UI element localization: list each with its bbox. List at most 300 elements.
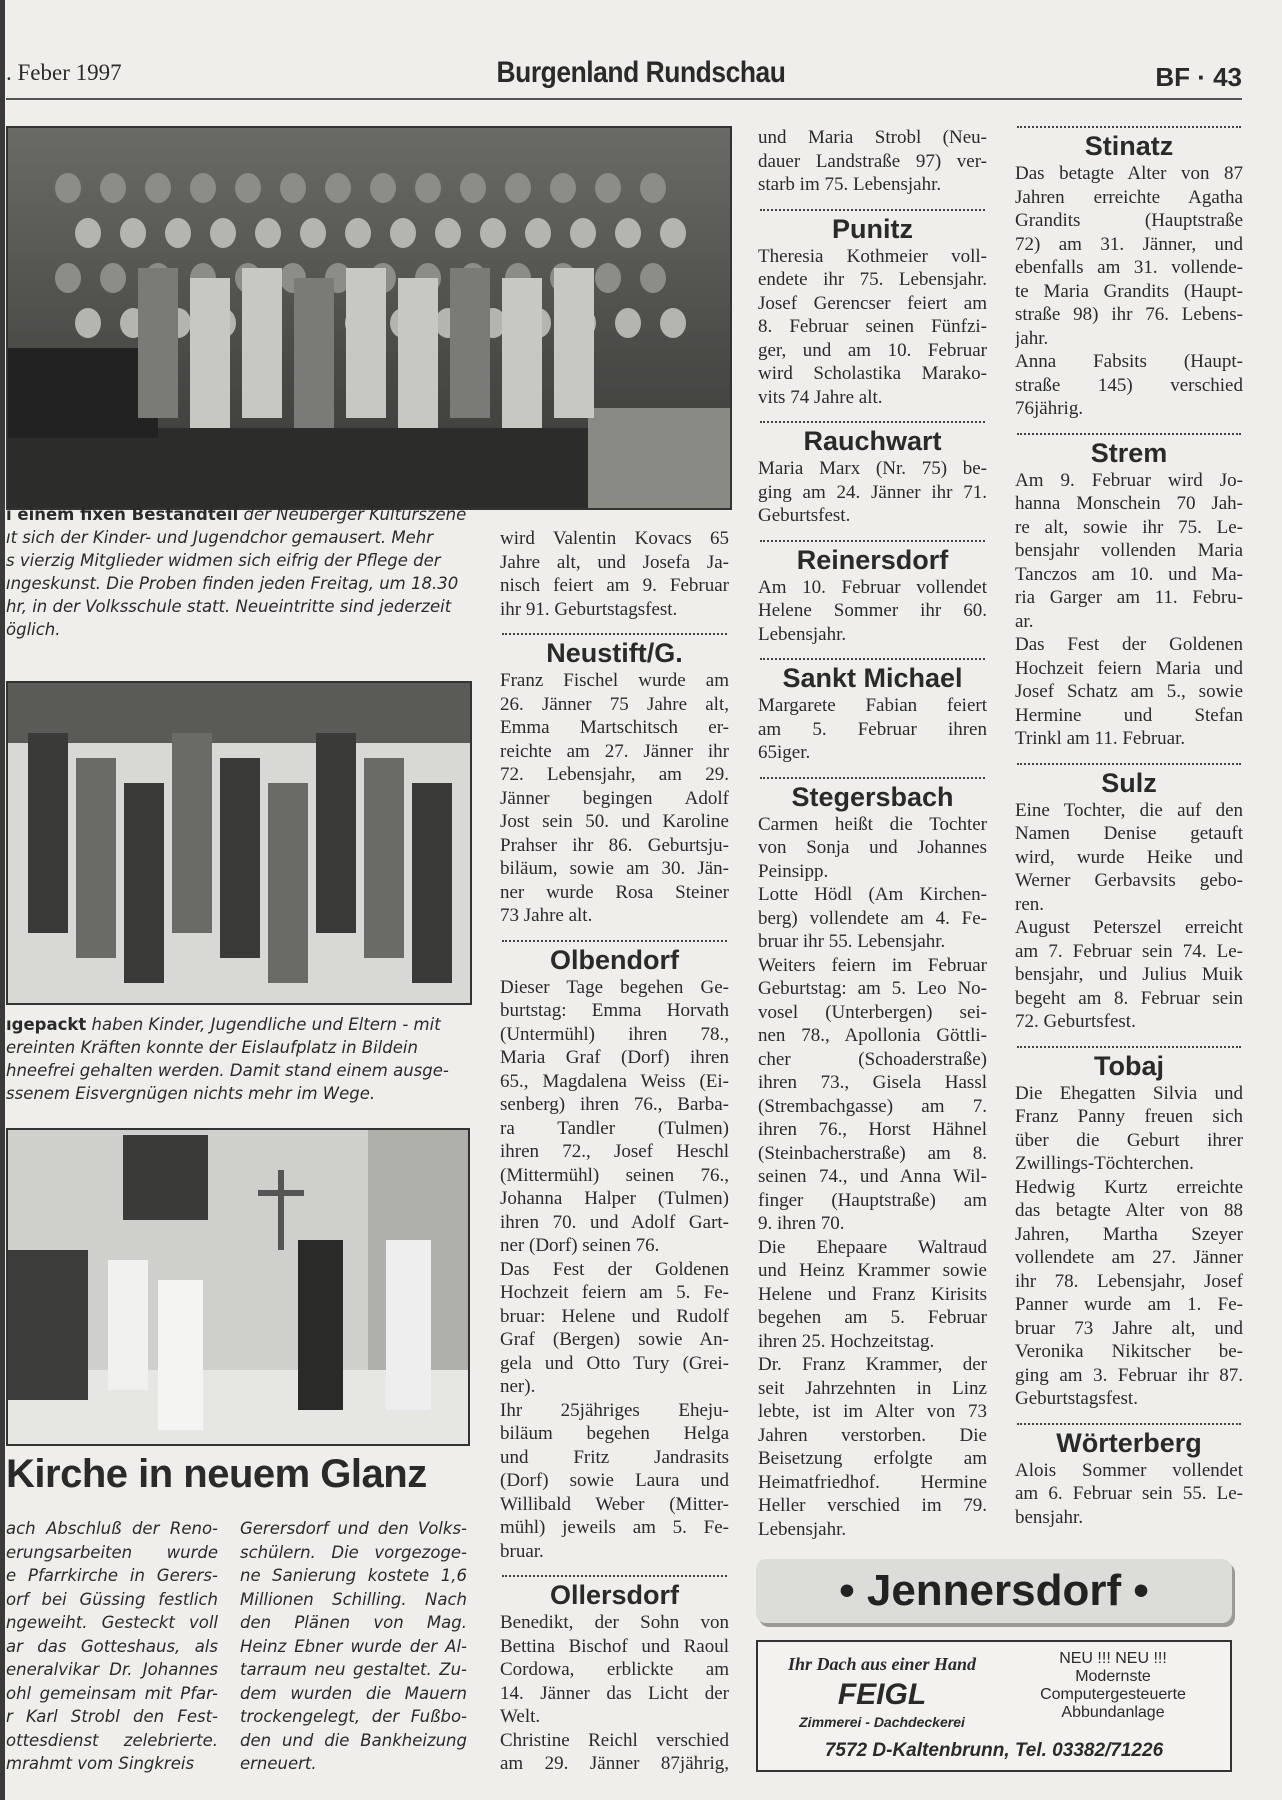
text-line: 72. Lebensjahr, am 29.	[500, 764, 729, 785]
text-line: straße 98) ihr 76. Lebens-	[1015, 304, 1243, 325]
text-line: Helene und Franz Kirisits	[758, 1283, 987, 1305]
article-line: erneuert.	[240, 1754, 317, 1773]
article-line: dem wurden die Mauern	[240, 1683, 467, 1703]
text-line: Jahren, Martha Szeyer	[1015, 1223, 1243, 1245]
photo-figure	[220, 758, 260, 958]
ad-slogan: Ihr Dach aus einer Hand	[787, 1654, 977, 1674]
article-line: erungsarbeiten wurde	[6, 1542, 218, 1562]
text-line: Anna Fabsits (Haupt-	[1015, 351, 1243, 372]
text-line: ren.	[1015, 893, 1045, 915]
text-line: 76jährig.	[1015, 398, 1084, 419]
news-section	[1015, 751, 1243, 1034]
text-line: am 7. Februar sein 74. Le-	[1015, 940, 1243, 962]
section-banner-jennersdorf: • Jennersdorf •	[756, 1559, 1232, 1623]
news-section	[1015, 1411, 1243, 1530]
news-section	[1015, 114, 1243, 421]
photo-figure	[502, 278, 542, 428]
photo-figure	[615, 308, 641, 338]
ad-offer-line: Abbundanlage	[1061, 1704, 1165, 1721]
text-line: Heimatfriedhof. Hermine	[758, 1471, 987, 1493]
photo-figure	[124, 783, 164, 983]
text-line: wird Valentin Kovacs 65	[500, 528, 729, 549]
text-line: ihr 91. Geburtstagsfest.	[500, 598, 678, 620]
text-line: Ihr 25jähriges Eheju-	[500, 1399, 729, 1421]
dotted-separator	[1017, 114, 1241, 128]
text-line: begeht am 8. Februar sein	[1015, 987, 1243, 1009]
photo-figure	[100, 173, 126, 203]
text-line: und Maria Strobl (Neu-	[758, 127, 987, 148]
text-line: ihren 73., Gisela Hassl	[758, 1072, 987, 1093]
dotted-separator	[1017, 751, 1241, 765]
text-line: Dr. Franz Krammer, der	[758, 1354, 987, 1375]
column-3	[758, 126, 987, 1541]
text-line: Das Fest der Goldenen	[500, 1258, 729, 1280]
text-line: Josef Schatz am 5., sowie	[1015, 681, 1243, 702]
photo-figure	[120, 218, 146, 248]
news-section	[500, 1563, 729, 1776]
photo-figure	[450, 268, 490, 418]
page-edge	[0, 0, 5, 1800]
photo-figure	[345, 218, 371, 248]
text-line: ihren 72., Josef Heschl	[500, 1141, 729, 1162]
photo-figure	[480, 218, 506, 248]
article-line: ach Abschluß der Reno-	[6, 1519, 218, 1538]
text-line: ihren 25. Hochzeitstag.	[758, 1330, 935, 1352]
text-line: Tanczos am 10. und Ma-	[1015, 563, 1243, 585]
article-line: ar das Gotteshaus, als	[6, 1636, 218, 1656]
text-line: am 29. Jänner 87jährig,	[500, 1753, 729, 1774]
text-line: Panner wurde am 1. Fe-	[1015, 1294, 1243, 1315]
article-line: Millionen Schilling. Nach	[240, 1589, 467, 1609]
section-heading: Punitz	[832, 213, 913, 244]
photo-figure	[415, 173, 441, 203]
photo-church-consecration	[6, 1128, 470, 1446]
text-line: vosel (Unterbergen) sei-	[758, 1001, 987, 1023]
photo-figure	[435, 218, 461, 248]
text-line: finger (Hauptstraße) am	[758, 1189, 987, 1211]
section-heading: Wörterberg	[1056, 1427, 1202, 1458]
text-line: gela und Otto Tury (Grei-	[500, 1352, 729, 1374]
text-line: Geburtsfest.	[758, 505, 851, 526]
caption-lead: ı einem fixen Bestandteil	[6, 505, 239, 524]
photo-figure	[55, 173, 81, 203]
ad-offer-line: NEU !!! NEU !!!	[1059, 1650, 1167, 1667]
news-section	[758, 197, 987, 410]
text-line: bruar: Helene und Rudolf	[500, 1305, 729, 1327]
text-line: Weiters feiern im Februar	[758, 954, 987, 976]
photo-figure	[660, 218, 686, 248]
dotted-separator	[502, 1563, 727, 1577]
text-line: ihr 78. Lebensjahr, Josef	[1015, 1270, 1243, 1292]
text-line: vollendete am 27. Jänner	[1015, 1247, 1243, 1268]
ad-offer-line: Computergesteuerte	[1040, 1686, 1186, 1703]
text-line: Hochzeit feiern am 5. Fe-	[500, 1282, 729, 1303]
issue-date: . Feber 1997	[6, 60, 122, 85]
section-heading: Olbendorf	[550, 944, 679, 975]
section-heading: Tobaj	[1094, 1050, 1164, 1081]
text-line: dauer Landstraße 97) ver-	[758, 150, 987, 172]
caption-text: der Neuberger Kulturszene	[238, 505, 467, 524]
text-line: ger, und am 10. Februar	[758, 339, 987, 361]
text-line: (Mittermühl) seinen 76.,	[500, 1164, 729, 1186]
photo-figure	[242, 268, 282, 418]
text-line: straße 145) verschied	[1015, 374, 1243, 396]
photo-figure	[172, 733, 212, 933]
text-line: ner wurde Rosa Steiner	[500, 881, 729, 903]
photo-figure	[505, 173, 531, 203]
dotted-separator	[1017, 1034, 1241, 1048]
caption-text: haben Kinder, Jugendliche und Eltern - mit	[86, 1015, 441, 1034]
photo-figure	[398, 278, 438, 428]
text-line: Graf (Bergen) sowie An-	[500, 1329, 729, 1350]
dotted-separator	[760, 197, 985, 211]
text-line: Das betagte Alter von 87	[1015, 163, 1243, 184]
page-number: BF · 43	[1155, 62, 1242, 92]
news-section	[1015, 1034, 1243, 1411]
text-line: 72. Geburtsfest.	[1015, 1011, 1136, 1032]
dotted-separator	[760, 409, 985, 423]
header-rule	[6, 98, 1242, 100]
photo-childrens-choir	[6, 126, 732, 510]
article-line: schülern. Die vorgezoge-	[240, 1542, 467, 1562]
photo-figure	[570, 218, 596, 248]
photo-figure	[595, 173, 621, 203]
text-line: Maria Graf (Dorf) ihren	[500, 1047, 729, 1068]
section-heading: Neustift/G.	[546, 638, 683, 668]
article-line: Gerersdorf und den Volks-	[240, 1519, 467, 1538]
article-headline: Kirche in neuem Glanz	[6, 1452, 427, 1496]
text-line: Franz Fischel wurde am	[500, 670, 729, 691]
article-line: ottesdienst zelebrierte.	[6, 1730, 218, 1750]
text-line: bruar ihr 55. Lebensjahr.	[758, 931, 946, 952]
text-line: das betagte Alter von 88	[1015, 1200, 1243, 1221]
advertisement-feigl	[756, 1640, 1232, 1772]
news-section	[500, 621, 729, 928]
photo-figure	[615, 218, 641, 248]
text-line: Trinkl am 11. Februar.	[1015, 728, 1186, 749]
text-line: (Dorf) sowie Laura und	[500, 1470, 729, 1491]
text-line: cher (Schoaderstraße)	[758, 1048, 987, 1070]
photo-figure	[390, 218, 416, 248]
text-line: bensjahr.	[1015, 1506, 1084, 1528]
photo-figure	[554, 268, 594, 418]
text-line: Helene Sommer ihr 60.	[758, 600, 987, 621]
article-line: tarraum neu gestaltet. Zu-	[240, 1660, 467, 1679]
caption-line: hneefrei gehalten werden. Damit stand einem ausge-	[6, 1061, 449, 1080]
text-line: nen 78., Apollonia Göttli-	[758, 1025, 987, 1046]
section-heading: Stinatz	[1084, 131, 1174, 161]
photo-figure	[28, 733, 68, 933]
text-line: (Untermühl) ihren 78.,	[500, 1023, 729, 1045]
text-line: August Peterszel erreicht	[1015, 917, 1243, 938]
text-line: reichte am 27. Jänner ihr	[500, 740, 729, 762]
text-line: ar.	[1015, 610, 1034, 632]
text-line: te Maria Grandits (Haupt-	[1015, 280, 1243, 302]
text-line: Lebensjahr.	[758, 623, 847, 645]
text-line: Die Ehepaare Waltraud	[758, 1236, 987, 1258]
column-4	[1015, 114, 1243, 1529]
photo-figure	[346, 268, 386, 418]
text-line: biläum begehen Helga	[500, 1423, 729, 1444]
text-line: Lotte Hödl (Am Kirchen-	[758, 884, 987, 905]
text-line: Franz Panny freuen sich	[1015, 1106, 1243, 1127]
text-line: Eine Tochter, die auf den	[1015, 799, 1243, 821]
photo-figure	[525, 218, 551, 248]
text-line: Hedwig Kurtz erreichte	[1015, 1176, 1243, 1198]
photo-figure	[75, 218, 101, 248]
text-line: Carmen heißt die Tochter	[758, 813, 987, 835]
text-line: Maria Marx (Nr. 75) be-	[758, 458, 987, 479]
text-line: Jahren erreichte Agatha	[1015, 186, 1243, 208]
section-heading: Sankt Michael	[782, 663, 963, 693]
text-line: Christine Reichl verschied	[500, 1729, 729, 1751]
photo-figure	[268, 783, 308, 983]
photo-figure	[460, 173, 486, 203]
text-line: bensjahr, und Julius Muik	[1015, 964, 1243, 985]
article-line: Heinz Ebner wurde der Al-	[240, 1636, 467, 1656]
caption-lead: ıgepackt	[6, 1015, 87, 1034]
section-heading: Ollersdorf	[549, 1580, 680, 1610]
text-line: ging am 24. Jänner ihr 71.	[758, 481, 987, 503]
text-line: (Steinbacherstraße) am 8.	[758, 1142, 987, 1164]
ad-brand: FEIGL	[837, 1678, 927, 1711]
text-line: Willibald Weber (Mitter-	[500, 1493, 729, 1515]
news-section	[1015, 421, 1243, 751]
photo-figure	[235, 173, 261, 203]
dotted-separator	[502, 621, 727, 635]
caption-line: s vierzig Mitglieder widmen sich eifrig der Pflege der	[6, 551, 441, 570]
caption-line: ereinten Kräften konnte der Eislaufplatz in Bildein	[6, 1038, 418, 1057]
text-line: ihren 70. und Adolf Gart-	[500, 1211, 729, 1233]
section-heading: Strem	[1090, 437, 1168, 468]
photo-figure	[640, 173, 666, 203]
text-line: am 6. Februar sein 55. Le-	[1015, 1483, 1243, 1504]
text-line: Zwillings-Töchterchen.	[1015, 1153, 1194, 1174]
photo-figure	[640, 263, 666, 293]
text-line: am 5. Februar ihren	[758, 718, 987, 740]
text-line: mühl) jeweils am 5. Fe-	[500, 1517, 729, 1538]
ad-offer-line: Modernste	[1075, 1668, 1151, 1685]
text-line: senberg) ihren 76., Barba-	[500, 1094, 729, 1115]
text-line: Heller verschied im 79.	[758, 1495, 987, 1516]
photo-figure	[145, 173, 171, 203]
text-line: endete ihr 75. Lebensjahr.	[758, 269, 987, 290]
text-line: Das Fest der Goldenen	[1015, 634, 1243, 655]
article-line: ne Sanierung kostete 1,6	[240, 1566, 467, 1585]
text-line: ria Garger am 11. Febru-	[1015, 587, 1243, 608]
ad-offer	[1008, 1650, 1218, 1722]
caption-line: öglich.	[6, 620, 61, 639]
text-line: seinen 74., und Anna Wil-	[758, 1166, 987, 1187]
text-line: 65iger.	[758, 742, 811, 763]
text-line: lebte, ist im Alter von 73	[758, 1401, 987, 1422]
text-line: Die Ehegatten Silvia und	[1015, 1082, 1243, 1104]
ad-address: 7572 D-Kaltenbrunn, Tel. 03382/71226	[824, 1740, 1164, 1761]
caption-line: hr, in der Volksschule statt. Neueintritte sind jederzeit	[6, 597, 452, 616]
text-line: bensjahr vollenden Maria	[1015, 540, 1243, 561]
text-line: über die Geburt ihrer	[1015, 1129, 1243, 1151]
text-line: Welt.	[500, 1706, 541, 1727]
photo-figure	[75, 308, 101, 338]
news-section	[758, 528, 987, 647]
text-line: Jänner begingen Adolf	[500, 787, 729, 809]
news-section	[758, 126, 987, 197]
text-line: Hermine und Stefan	[1015, 704, 1243, 726]
photo-figure	[210, 218, 236, 248]
news-section	[500, 527, 729, 621]
text-line: nisch feiert am 9. Februar	[500, 575, 729, 596]
text-line: ner).	[500, 1376, 536, 1397]
text-line: 73 Jahre alt.	[500, 905, 593, 926]
article-column	[240, 1517, 467, 1776]
photo-figure	[595, 263, 621, 293]
section-heading: Stegersbach	[791, 781, 954, 812]
photo-figure	[190, 278, 230, 428]
photo-figure	[255, 218, 281, 248]
photo-figure	[550, 173, 576, 203]
photo-figure	[76, 758, 116, 958]
photo-figure	[138, 268, 178, 418]
photo-figure	[190, 173, 216, 203]
photo-figure	[294, 278, 334, 428]
text-line: und Fritz Jandrasits	[500, 1446, 729, 1468]
caption-line: ıngeskunst. Die Proben finden jeden Freitag, um 18.30	[6, 574, 459, 593]
text-line: seit Jahrzehnten in Linz	[758, 1377, 987, 1399]
text-line: Geburtstag: am 5. Leo No-	[758, 978, 987, 999]
dotted-separator	[502, 928, 727, 942]
text-line: 26. Jänner 75 Jahre alt,	[500, 693, 729, 715]
text-line: Cordowa, erblickte am	[500, 1659, 729, 1680]
newspaper-title: Burgenland Rundschau	[496, 56, 786, 89]
article-line: den Plänen von Mag.	[240, 1613, 467, 1632]
text-line: ihren 76., Horst Hähnel	[758, 1119, 987, 1140]
text-line: Namen Denise getauft	[1015, 823, 1243, 844]
text-line: Jahre alt, und Josefa Ja-	[500, 551, 729, 573]
text-line: Bettina Bischof und Raoul	[500, 1635, 729, 1657]
dotted-separator	[760, 765, 985, 779]
text-line: Theresia Kothmeier voll-	[758, 245, 987, 267]
caption-line: ıt sich der Kinder- und Jugendchor gemausert. Mehr	[6, 528, 434, 547]
text-line: 9. ihren 70.	[758, 1213, 845, 1234]
article-line: den und die Bankheizung	[240, 1730, 467, 1750]
text-line: biläum, sowie am 30. Jän-	[500, 858, 729, 879]
text-line: wird Scholastika Marako-	[758, 363, 987, 384]
article-column	[6, 1517, 218, 1776]
text-line: Emma Martschitsch er-	[500, 717, 729, 738]
photo-figure	[325, 173, 351, 203]
text-line: Alois Sommer vollendet	[1015, 1459, 1243, 1481]
article-line: mrahmt vom Singkreis	[6, 1754, 195, 1773]
photo-figure	[364, 758, 404, 958]
news-section	[758, 646, 987, 765]
text-line: Beisetzung erfolgte am	[758, 1448, 987, 1469]
text-line: Am 9. Februar wird Jo-	[1015, 469, 1243, 491]
column-2	[500, 527, 729, 1776]
article-line: orf bei Güssing festlich	[6, 1589, 218, 1609]
text-line: 14. Jänner das Licht der	[500, 1682, 729, 1704]
text-line: berg) vollendete am 4. Fe-	[758, 907, 987, 929]
photo-figure	[55, 263, 81, 293]
news-section	[500, 928, 729, 1564]
text-line: begehen am 5. Februar	[758, 1307, 987, 1328]
text-line: Grandits (Hauptstraße	[1015, 210, 1243, 231]
section-heading: Reinersdorf	[796, 544, 949, 575]
text-line: Hochzeit feiern Maria und	[1015, 657, 1243, 679]
text-line: re alt, sowie ihr 75. Le-	[1015, 516, 1243, 538]
text-line: ging am 3. Februar ihr 87.	[1015, 1364, 1243, 1386]
photo-figure	[165, 218, 191, 248]
text-line: bruar.	[500, 1540, 544, 1562]
text-line: Geburtstagsfest.	[1015, 1388, 1138, 1409]
photo-figure	[370, 173, 396, 203]
photo-ice-rink-group	[6, 681, 472, 1005]
article-line: ngeweiht. Gesteckt voll	[6, 1613, 218, 1632]
text-line: Lebensjahr.	[758, 1518, 847, 1540]
text-line: starb im 75. Lebensjahr.	[758, 174, 942, 195]
text-line: Werner Gerbavsits gebo-	[1015, 870, 1243, 891]
text-line: wird, wurde Heike und	[1015, 846, 1243, 868]
ad-trade: Zimmerei - Dachdeckerei	[799, 1714, 965, 1730]
section-heading: Rauchwart	[803, 426, 942, 456]
text-line: Jahren verstorben. Die	[758, 1424, 987, 1446]
article-line: trockengelegt, der Fußbo-	[240, 1707, 467, 1726]
text-line: ebenfalls am 31. vollende-	[1015, 257, 1243, 278]
article-line: eneralvikar Dr. Johannes	[6, 1660, 218, 1679]
dotted-separator	[760, 528, 985, 542]
dotted-separator	[1017, 1411, 1241, 1425]
text-line: Am 10. Februar vollendet	[758, 576, 987, 598]
text-line: ner (Dorf) seinen 76.	[500, 1235, 660, 1256]
photo-figure	[660, 308, 686, 338]
text-line: bruar 73 Jahre alt, und	[1015, 1317, 1243, 1339]
text-line: Josef Gerencser feiert am	[758, 292, 987, 314]
text-line: von Sonja und Johannes	[758, 837, 987, 858]
text-line: Peinsipp.	[758, 860, 829, 882]
text-line: 72) am 31. Jänner, und	[1015, 233, 1243, 255]
text-line: 65., Magdalena Weiss (Ei-	[500, 1070, 729, 1092]
text-line: 8. Februar seinen Fünfzi-	[758, 316, 987, 337]
photo-figure	[280, 173, 306, 203]
caption-ice-rink	[6, 1013, 468, 1105]
text-line: hanna Monschein 70 Jah-	[1015, 493, 1243, 514]
article-line: e Pfarrkirche in Gerers-	[6, 1566, 218, 1585]
photo-figure	[316, 733, 356, 933]
text-line: Veronika Nikitscher be-	[1015, 1341, 1243, 1362]
text-line: ra Tandler (Tulmen)	[500, 1117, 729, 1139]
photo-figure	[100, 263, 126, 293]
text-line: Dieser Tage begehen Ge-	[500, 976, 729, 998]
text-line: burtstag: Emma Horvath	[500, 1000, 729, 1021]
text-line: vits 74 Jahre alt.	[758, 386, 883, 408]
section-heading: Sulz	[1101, 767, 1157, 798]
dotted-separator	[1017, 421, 1241, 435]
text-line: jahr.	[1015, 327, 1049, 349]
dotted-separator	[760, 646, 985, 660]
text-line: Jost sein 50. und Karoline	[500, 811, 729, 832]
photo-figure	[300, 218, 326, 248]
text-line: Johanna Halper (Tulmen)	[500, 1188, 729, 1209]
photo-figure	[412, 783, 452, 983]
article-line: r Karl Strobl den Fest-	[6, 1707, 218, 1726]
news-section	[758, 765, 987, 1542]
text-line: Prahser ihr 86. Geburtsju-	[500, 834, 729, 856]
news-section	[758, 409, 987, 528]
text-line: Margarete Fabian feiert	[758, 695, 987, 716]
text-line: Benedikt, der Sohn von	[500, 1612, 729, 1633]
text-line: (Strembachgasse) am 7.	[758, 1095, 987, 1117]
caption-line: ssenem Eisvergnügen nichts mehr im Wege.	[6, 1084, 376, 1103]
article-line: ohl gemeinsam mit Pfar-	[6, 1683, 218, 1703]
